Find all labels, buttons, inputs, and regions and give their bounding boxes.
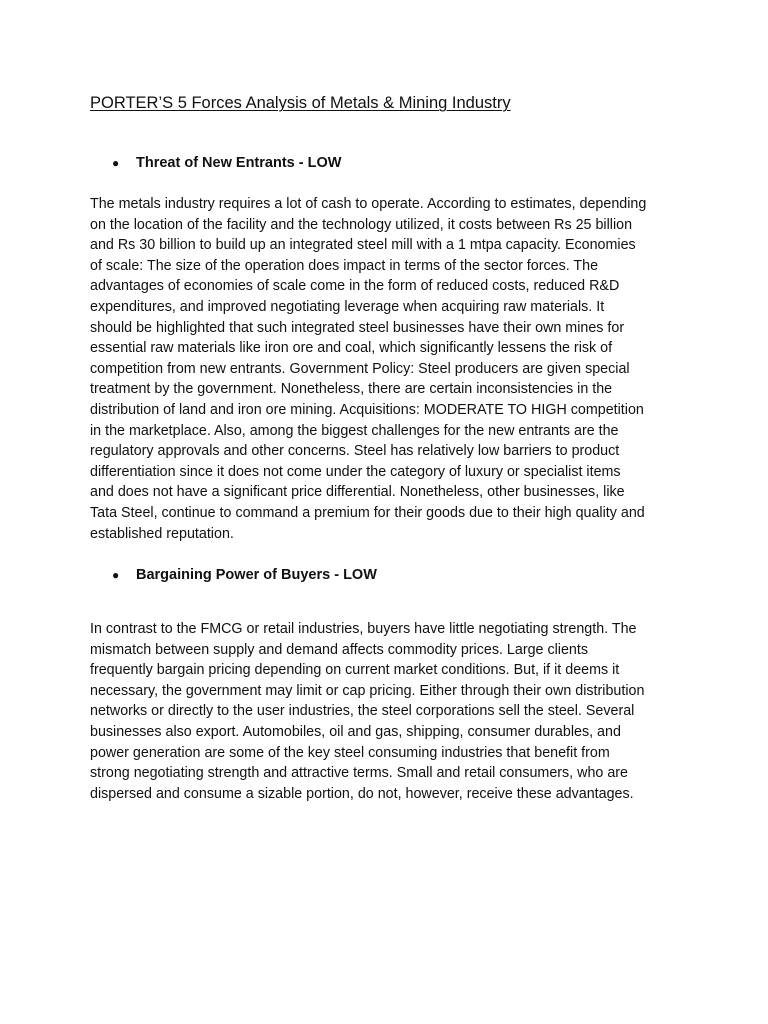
paragraph-line: dispersed and consume a sizable portion, do not, however, receive these advantages. [90, 785, 634, 802]
paragraph-line: power generation are some of the key steel consuming industries that benefit from [90, 744, 610, 761]
paragraph-line: of scale: The size of the operation does impact in terms of the sector forces. The [90, 257, 599, 274]
paragraph-line: regulatory approvals and other concerns. Steel has relatively low barriers to product [90, 443, 620, 460]
paragraph-line: in the marketplace. Also, among the biggest challenges for the new entrants are the [90, 422, 619, 439]
bullet-icon: ● [112, 156, 120, 170]
paragraph-line: necessary, the government may limit or cap pricing. Either through their own distribution [90, 682, 645, 699]
paragraph-line: businesses also export. Automobiles, oil and gas, shipping, consumer durables, and [90, 723, 621, 740]
paragraph-line: established reputation. [90, 525, 234, 542]
section-heading-text: Bargaining Power of Buyers - LOW [136, 567, 377, 583]
paragraph-line: essential raw materials like iron ore and coal, which significantly lessens the risk of [90, 340, 613, 357]
paragraph-line: mismatch between supply and demand affects commodity prices. Large clients [90, 641, 588, 658]
paragraph-line: In contrast to the FMCG or retail industries, buyers have little negotiating strength. The [90, 621, 637, 637]
paragraph-line: distribution of land and iron ore mining. Acquisitions: MODERATE TO HIGH competition [90, 401, 644, 418]
paragraph-line: treatment by the government. Nonetheless, there are certain inconsistencies in the [90, 381, 613, 398]
bullet-icon: ● [112, 568, 120, 582]
paragraph-line: on the location of the facility and the technology utilized, it costs between Rs 25 billion [90, 216, 633, 233]
paragraph-line: and Rs 30 billion to build up an integrated steel mill with a 1 mtpa capacity. Economies [90, 237, 636, 254]
section-heading-text: Threat of New Entrants - LOW [136, 155, 342, 171]
paragraph-line: differentiation since it does not come under the category of luxury or specialist items [90, 463, 621, 480]
paragraph-line: strong negotiating strength and attractive terms. Small and retail consumers, who are [90, 765, 628, 782]
section-paragraph-bargaining-power-of-buyers [90, 619, 690, 804]
section-paragraph-threat-of-new-entrants [90, 194, 690, 544]
paragraph-line: competition from new entrants. Government Policy: Steel producers are given special [90, 360, 630, 377]
paragraph-line: expenditures, and improved negotiating leverage when acquiring raw materials. It [90, 298, 605, 315]
paragraph-line: networks or directly to the user industries, the steel corporations sell the steel. Several [90, 703, 635, 720]
paragraph-line: frequently bargain pricing depending on current market conditions. But, if it deems it [90, 662, 620, 679]
paragraph-line: The metals industry requires a lot of cash to operate. According to estimates, depending [90, 196, 647, 212]
paragraph-line: and does not have a significant price differential. Nonetheless, other businesses, like [90, 484, 625, 501]
section-heading-threat-of-new-entrants [112, 153, 672, 173]
paragraph-line: Tata Steel, continue to command a premium for their goods due to their high quality and [90, 504, 645, 521]
section-heading-bargaining-power-of-buyers [112, 565, 672, 585]
paragraph-line: advantages of economies of scale come in the form of reduced costs, reduced R&D [90, 278, 620, 295]
document-title: PORTER’S 5 Forces Analysis of Metals & Mining Industry [90, 94, 511, 112]
paragraph-line: should be highlighted that such integrated steel businesses have their own mines for [90, 319, 625, 336]
